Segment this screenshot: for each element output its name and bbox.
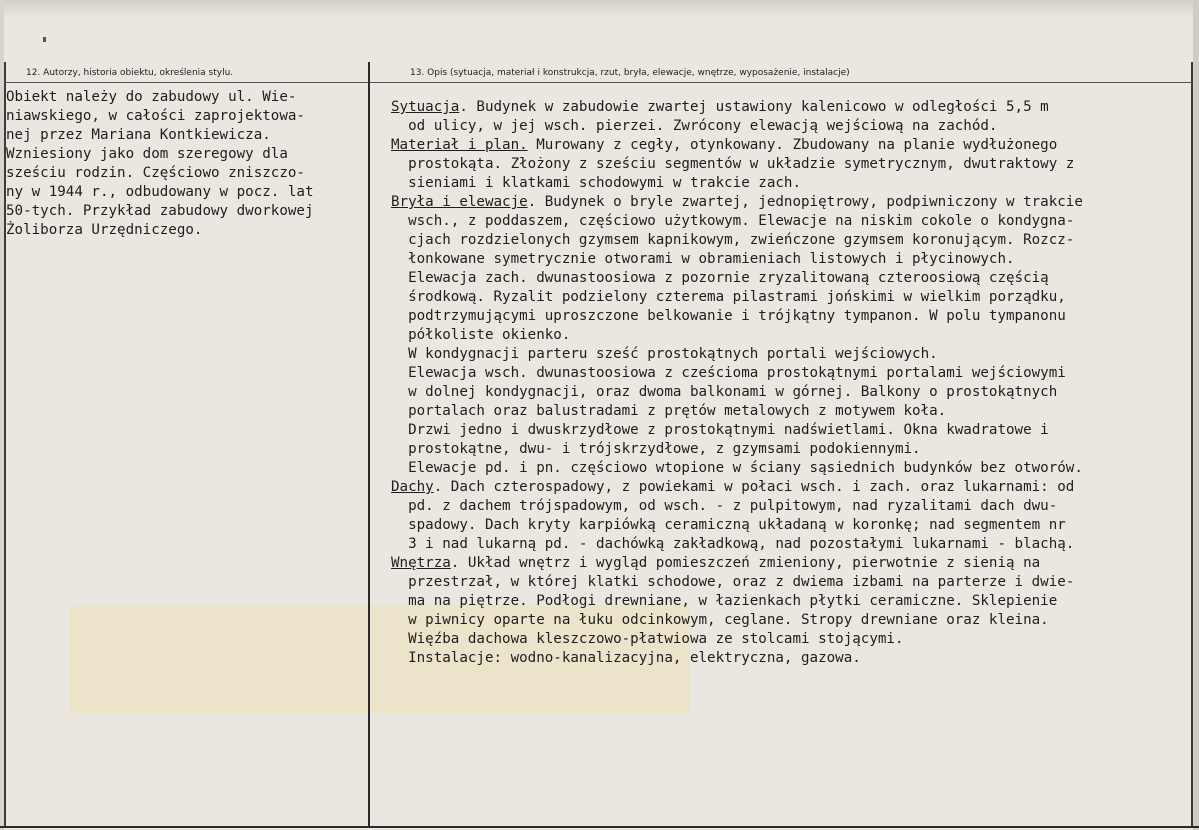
typed-line [391,535,1083,554]
section-heading: Sytuacja [391,99,460,115]
line-text: od ulicy, w jej wsch. pierzei. Zwrócony elewacją wejściową na zachód. [391,118,998,134]
typed-line: ny w 1944 r., odbudowany w pocz. lat [6,184,314,200]
typed-line [391,573,1083,592]
line-text: portalach oraz balustradami z prętów metalowych z motywem koła. [391,403,947,419]
line-text: sieniami i klatkami schodowymi w trakcie zach. [391,175,801,191]
typed-line [391,497,1083,516]
section-12-heading: 12. Autorzy, historia obiektu, określenia stylu. [26,68,234,78]
section-heading: Materiał i plan. [391,137,528,153]
line-text: Instalacje: wodno-kanalizacyjna, elektryczna, gazowa. [391,650,861,666]
typed-line [391,288,1083,307]
typed-line-with-heading [391,478,1083,497]
section-heading: Bryła i elewacje [391,194,528,210]
line-text: prostokątne, dwu- i trójskrzydłowe, z gzymsami podokiennymi. [391,441,921,457]
line-text: Murowany z cegły, otynkowany. Zbudowany na planie wydłużonego [527,137,1058,153]
typed-line [391,592,1083,611]
line-text: w piwnicy oparte na łuku odcinkowym, ceglane. Stropy drewniane oraz kleina. [391,612,1049,628]
typed-line [391,231,1083,250]
line-text: łonkowane symetrycznie otworami w obramieniach listowych i płycinowych. [391,251,1015,267]
typed-line: Wzniesiony jako dom szeregowy dla [6,146,288,162]
page-right-edge [1193,0,1199,830]
line-text: podtrzymującymi uproszczone belkowanie i trójkątny tympanon. W polu tympanonu [391,308,1066,324]
typed-line [391,630,1083,649]
typed-line [391,307,1083,326]
line-text: . Budynek w zabudowie zwartej ustawiony kalenicowo w odległości 5,5 m [459,99,1049,115]
page-top-shadow [0,0,1199,18]
typed-line [391,326,1083,345]
typed-line: nej przez Mariana Kontkiewicza. [6,127,271,143]
section-13-heading: 13. Opis (sytuacja, materiał i konstrukcja, rzut, bryła, elewacje, wnętrze, wyposażenie, instalacje) [410,68,850,78]
column-divider [368,62,370,828]
line-text: Elewacje pd. i pn. częściowo wtopione w ściany sąsiednich budynków bez otworów. [391,460,1083,476]
line-text: . Budynek o bryle zwartej, jednopiętrowy, podpiwniczony w trakcie [527,194,1083,210]
typed-line: 50-tych. Przykład zabudowy dworkowej [6,203,314,219]
typed-line-with-heading [391,98,1083,117]
typed-line [391,269,1083,288]
line-text: Elewacja wsch. dwunastoosiowa z cześcioma prostokątnymi portalami wejściowymi [391,365,1066,381]
line-text: prostokąta. Złożony z sześciu segmentów w układzie symetrycznym, dwutraktowy z [391,156,1075,172]
typed-line-with-heading [391,136,1083,155]
typed-line: sześciu rodzin. Częściowo zniszczo- [6,165,305,181]
header-rule [4,82,1193,83]
line-text: w dolnej kondygnacji, oraz dwoma balkonami w górnej. Balkony o prostokątnych [391,384,1058,400]
typed-line [391,155,1083,174]
section-12-text [6,88,314,240]
line-text: przestrzał, w której klatki schodowe, oraz z dwiema izbami na parterze i dwie- [391,574,1075,590]
section-heading: Wnętrza [391,555,451,571]
line-text: Drzwi jedno i dwuskrzydłowe z prostokątnymi nadświetlami. Okna kwadratowe i [391,422,1049,438]
line-text: środkową. Ryzalit podzielony czterema pilastrami jońskimi w wielkim porządku, [391,289,1066,305]
line-text: półkoliste okienko. [391,327,571,343]
typed-line [391,440,1083,459]
typed-line [391,117,1083,136]
typed-line [391,174,1083,193]
typed-line [391,250,1083,269]
typed-line [391,345,1083,364]
typed-line [391,383,1083,402]
line-text: 3 i nad lukarną pd. - dachówką zakładkową, nad pozostałymi lukarnami - blachą. [391,536,1075,552]
line-text: Elewacja zach. dwunastoosiowa z pozornie zryzalitowaną czteroosiową częścią [391,270,1049,286]
frame-right-border [1191,62,1193,828]
line-text: ma na piętrze. Podłogi drewniane, w łazienkach płytki ceramiczne. Sklepienie [391,593,1058,609]
typed-line [391,459,1083,478]
typed-line [391,364,1083,383]
line-text: wsch., z poddaszem, częściowo użytkowym. Elewacje na niskim cokole o kondygna- [391,213,1075,229]
typed-line-with-heading [391,554,1083,573]
line-text: W kondygnacji parteru sześć prostokątnych portali wejściowych. [391,346,938,362]
line-text: . Dach czterospadowy, z powiekami w połaci wsch. i zach. oraz lukarnami: od [433,479,1075,495]
typed-line [391,421,1083,440]
paper-mark [43,37,46,42]
line-text: cjach rozdzielonych gzymsem kapnikowym, zwieńczone gzymsem koronującym. Rozcz- [391,232,1075,248]
line-text: Więźba dachowa kleszczowo-płatwiowa ze stolcami stojącymi. [391,631,904,647]
frame-bottom-border [0,826,1199,828]
typed-line-with-heading [391,193,1083,212]
typed-line [391,649,1083,668]
typed-line [391,402,1083,421]
line-text: pd. z dachem trójspadowym, od wsch. - z pulpitowym, nad ryzalitami dach dwu- [391,498,1058,514]
typed-line: niawskiego, w całości zaprojektowa- [6,108,305,124]
typed-line [391,611,1083,630]
section-13-text [391,98,1083,668]
section-heading: Dachy [391,479,434,495]
line-text: spadowy. Dach kryty karpiówką ceramiczną układaną w koronkę; nad segmentem nr [391,517,1066,533]
typed-line: Żoliborza Urzędniczego. [6,222,203,238]
line-text: . Układ wnętrz i wygląd pomieszczeń zmieniony, pierwotnie z sienią na [450,555,1041,571]
typed-line [391,212,1083,231]
typed-line: Obiekt należy do zabudowy ul. Wie- [6,89,297,105]
typed-line [391,516,1083,535]
